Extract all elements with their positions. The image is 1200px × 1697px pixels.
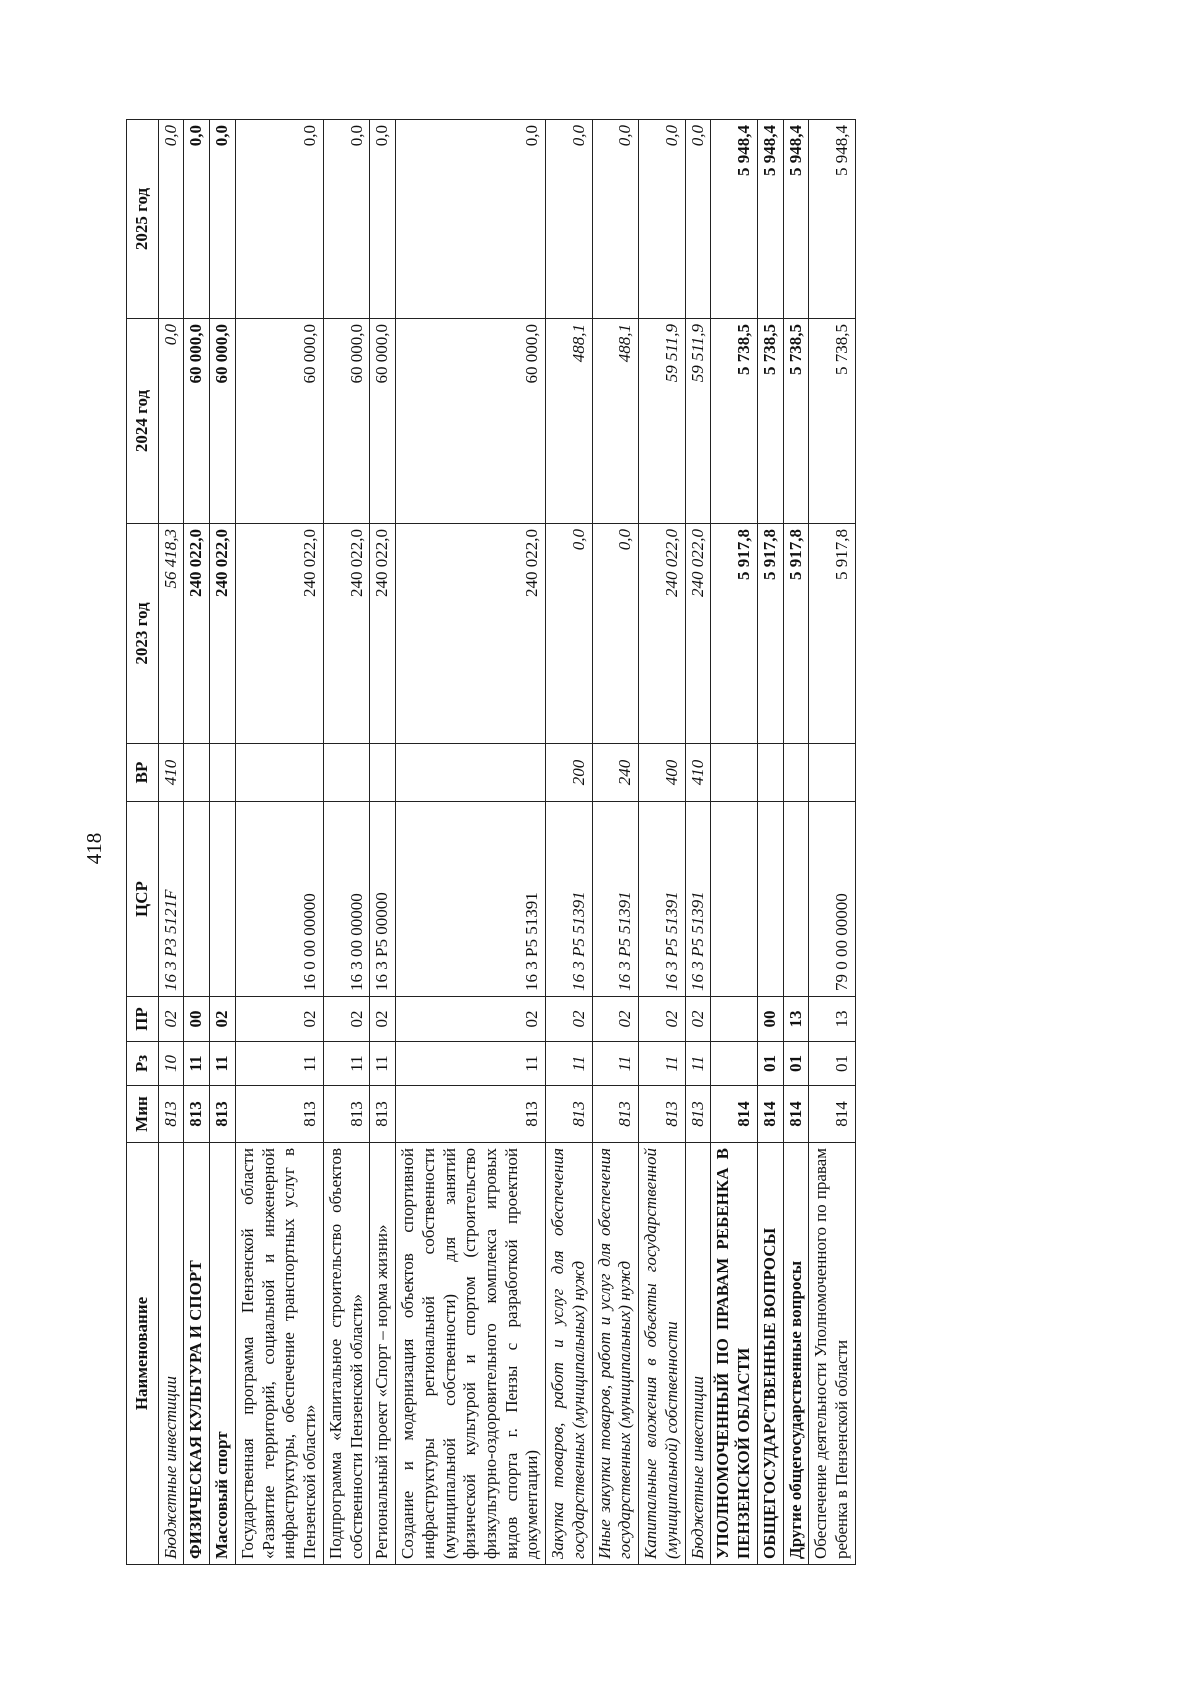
cell-2024: 60 000,0	[184, 319, 210, 524]
cell-2025: 0,0	[396, 120, 546, 319]
cell-2024: 60 000,0	[323, 319, 369, 524]
cell-csr: 16 3 P5 00000	[370, 802, 396, 997]
cell-name: Капитальные вложения в объекты государственной (муниципальной) собственности	[639, 1143, 685, 1565]
cell-2023: 56 418,3	[158, 524, 184, 744]
cell-2023: 240 022,0	[396, 524, 546, 744]
cell-name: Государственная программа Пензенской области «Развитие территорий, социальной и инженерной инфраструктуры, обеспечение транспортных услуг в Пензенской области»	[235, 1143, 323, 1565]
cell-pr: 02	[546, 997, 592, 1042]
col-header-pr: ПР	[127, 997, 159, 1042]
table-row	[546, 120, 592, 1565]
cell-2024: 0,0	[158, 319, 184, 524]
table-row	[809, 120, 855, 1565]
cell-rz: 11	[370, 1042, 396, 1086]
cell-csr: 16 0 00 00000	[235, 802, 323, 997]
cell-2023: 0,0	[592, 524, 638, 744]
col-header-2023: 2023 год	[127, 524, 159, 744]
cell-csr: 79 0 00 00000	[809, 802, 855, 997]
cell-min: 813	[184, 1086, 210, 1143]
cell-rz: 11	[323, 1042, 369, 1086]
col-header-name: Наименование	[127, 1143, 159, 1565]
cell-2024: 488,1	[592, 319, 638, 524]
table-row	[592, 120, 638, 1565]
cell-2023: 240 022,0	[323, 524, 369, 744]
cell-rz: 11	[592, 1042, 638, 1086]
cell-pr: 13	[809, 997, 855, 1042]
cell-pr: 13	[783, 997, 809, 1042]
cell-name: УПОЛНОМОЧЕННЫЙ ПО ПРАВАМ РЕБЕНКА В ПЕНЗЕНСКОЙ ОБЛАСТИ	[711, 1143, 757, 1565]
cell-rz: 10	[158, 1042, 184, 1086]
cell-2024: 60 000,0	[235, 319, 323, 524]
col-header-rz: Рз	[127, 1042, 159, 1086]
cell-csr: 16 3 P5 51391	[546, 802, 592, 997]
cell-pr: 02	[323, 997, 369, 1042]
cell-vr: 200	[546, 744, 592, 802]
cell-name: ФИЗИЧЕСКАЯ КУЛЬТУРА И СПОРТ	[184, 1143, 210, 1565]
cell-name: ОБЩЕГОСУДАРСТВЕННЫЕ ВОПРОСЫ	[757, 1143, 783, 1565]
cell-name: Иные закупки товаров, работ и услуг для обеспечения государственных (муниципальных) нужд	[592, 1143, 638, 1565]
cell-2024: 5 738,5	[757, 319, 783, 524]
cell-csr	[757, 802, 783, 997]
table-row	[783, 120, 809, 1565]
cell-vr	[711, 744, 757, 802]
cell-2023: 240 022,0	[235, 524, 323, 744]
cell-vr	[783, 744, 809, 802]
cell-rz: 11	[235, 1042, 323, 1086]
cell-rz: 11	[639, 1042, 685, 1086]
cell-2025: 5 948,4	[711, 120, 757, 319]
cell-pr: 02	[158, 997, 184, 1042]
cell-2025: 0,0	[235, 120, 323, 319]
cell-csr	[783, 802, 809, 997]
cell-2023: 240 022,0	[685, 524, 711, 744]
table-header-row	[127, 120, 159, 1565]
cell-vr	[210, 744, 236, 802]
table-row	[235, 120, 323, 1565]
table-row	[396, 120, 546, 1565]
cell-min: 813	[592, 1086, 638, 1143]
table-row	[158, 120, 184, 1565]
cell-name: Обеспечение деятельности Уполномоченного по правам ребенка в Пензенской области	[809, 1143, 855, 1565]
cell-vr: 240	[592, 744, 638, 802]
col-header-csr: ЦСР	[127, 802, 159, 997]
cell-csr	[210, 802, 236, 997]
cell-min: 814	[711, 1086, 757, 1143]
cell-2025: 5 948,4	[809, 120, 855, 319]
cell-name: Создание и модернизация объектов спортивной инфраструктуры региональной собственности (муниципальной собственности) для занятий физической культурой и спортом (строительство физкультурно-оздоровительного комплекса игровых видов спорта г. Пензы с разработкой проектной документации)	[396, 1143, 546, 1565]
cell-csr: 16 3 P5 51391	[396, 802, 546, 997]
cell-pr: 00	[757, 997, 783, 1042]
budget-table	[126, 119, 856, 1565]
cell-min: 813	[546, 1086, 592, 1143]
cell-2025: 0,0	[184, 120, 210, 319]
cell-min: 814	[757, 1086, 783, 1143]
cell-2024: 5 738,5	[809, 319, 855, 524]
table-body	[158, 120, 855, 1565]
cell-2024: 488,1	[546, 319, 592, 524]
cell-csr: 16 3 00 00000	[323, 802, 369, 997]
cell-2025: 0,0	[639, 120, 685, 319]
cell-2024: 59 511,9	[685, 319, 711, 524]
cell-2023: 0,0	[546, 524, 592, 744]
cell-2023: 240 022,0	[184, 524, 210, 744]
cell-vr	[235, 744, 323, 802]
cell-2024: 5 738,5	[711, 319, 757, 524]
cell-2024: 60 000,0	[396, 319, 546, 524]
col-header-min: Мин	[127, 1086, 159, 1143]
cell-vr	[184, 744, 210, 802]
cell-vr	[323, 744, 369, 802]
cell-csr: 16 3 P3 5121F	[158, 802, 184, 997]
cell-min: 813	[158, 1086, 184, 1143]
cell-pr: 02	[210, 997, 236, 1042]
cell-2025: 5 948,4	[783, 120, 809, 319]
cell-2025: 0,0	[685, 120, 711, 319]
cell-csr: 16 3 P5 51391	[685, 802, 711, 997]
cell-name: Бюджетные инвестиции	[158, 1143, 184, 1565]
cell-vr	[370, 744, 396, 802]
cell-pr: 00	[184, 997, 210, 1042]
cell-pr: 02	[592, 997, 638, 1042]
cell-2025: 0,0	[370, 120, 396, 319]
cell-vr: 410	[158, 744, 184, 802]
table-row	[323, 120, 369, 1565]
cell-2025: 0,0	[546, 120, 592, 319]
cell-pr	[711, 997, 757, 1042]
cell-name: Региональный проект «Спорт – норма жизни»	[370, 1143, 396, 1565]
cell-2023: 240 022,0	[370, 524, 396, 744]
cell-vr	[809, 744, 855, 802]
cell-2025: 0,0	[158, 120, 184, 319]
cell-rz: 01	[783, 1042, 809, 1086]
cell-pr: 02	[685, 997, 711, 1042]
cell-min: 813	[210, 1086, 236, 1143]
table-row	[711, 120, 757, 1565]
table-row	[757, 120, 783, 1565]
table-row	[184, 120, 210, 1565]
table-row	[639, 120, 685, 1565]
cell-2023: 240 022,0	[210, 524, 236, 744]
cell-2023: 5 917,8	[711, 524, 757, 744]
cell-csr	[184, 802, 210, 997]
page-number: 418	[82, 832, 106, 865]
cell-rz: 11	[184, 1042, 210, 1086]
col-header-vr: ВР	[127, 744, 159, 802]
col-header-2024: 2024 год	[127, 319, 159, 524]
cell-2025: 0,0	[323, 120, 369, 319]
cell-csr: 16 3 P5 51391	[639, 802, 685, 997]
cell-2025: 0,0	[592, 120, 638, 319]
cell-rz: 11	[396, 1042, 546, 1086]
cell-rz: 01	[809, 1042, 855, 1086]
cell-vr: 410	[685, 744, 711, 802]
cell-name: Закупка товаров, работ и услуг для обеспечения государственных (муниципальных) нужд	[546, 1143, 592, 1565]
cell-min: 813	[323, 1086, 369, 1143]
cell-rz: 01	[757, 1042, 783, 1086]
cell-rz	[711, 1042, 757, 1086]
cell-min: 814	[783, 1086, 809, 1143]
table-row	[370, 120, 396, 1565]
cell-2024: 59 511,9	[639, 319, 685, 524]
cell-pr: 02	[639, 997, 685, 1042]
cell-2023: 5 917,8	[757, 524, 783, 744]
cell-2023: 240 022,0	[639, 524, 685, 744]
cell-name: Подпрограмма «Капитальное строительство объектов собственности Пензенской области»	[323, 1143, 369, 1565]
cell-pr: 02	[235, 997, 323, 1042]
cell-2023: 5 917,8	[783, 524, 809, 744]
cell-rz: 11	[685, 1042, 711, 1086]
cell-2025: 0,0	[210, 120, 236, 319]
cell-csr	[711, 802, 757, 997]
cell-min: 813	[370, 1086, 396, 1143]
cell-2024: 60 000,0	[370, 319, 396, 524]
cell-vr: 400	[639, 744, 685, 802]
cell-min: 813	[639, 1086, 685, 1143]
cell-vr	[757, 744, 783, 802]
cell-pr: 02	[396, 997, 546, 1042]
cell-pr: 02	[370, 997, 396, 1042]
cell-min: 813	[396, 1086, 546, 1143]
cell-csr: 16 3 P5 51391	[592, 802, 638, 997]
table-row	[210, 120, 236, 1565]
cell-rz: 11	[210, 1042, 236, 1086]
cell-2023: 5 917,8	[809, 524, 855, 744]
cell-2025: 5 948,4	[757, 120, 783, 319]
cell-min: 813	[685, 1086, 711, 1143]
cell-name: Другие общегосударственные вопросы	[783, 1143, 809, 1565]
cell-2024: 60 000,0	[210, 319, 236, 524]
cell-rz: 11	[546, 1042, 592, 1086]
cell-min: 814	[809, 1086, 855, 1143]
cell-vr	[396, 744, 546, 802]
cell-name: Бюджетные инвестиции	[685, 1143, 711, 1565]
col-header-2025: 2025 год	[127, 120, 159, 319]
cell-name: Массовый спорт	[210, 1143, 236, 1565]
cell-2024: 5 738,5	[783, 319, 809, 524]
cell-min: 813	[235, 1086, 323, 1143]
table-row	[685, 120, 711, 1565]
